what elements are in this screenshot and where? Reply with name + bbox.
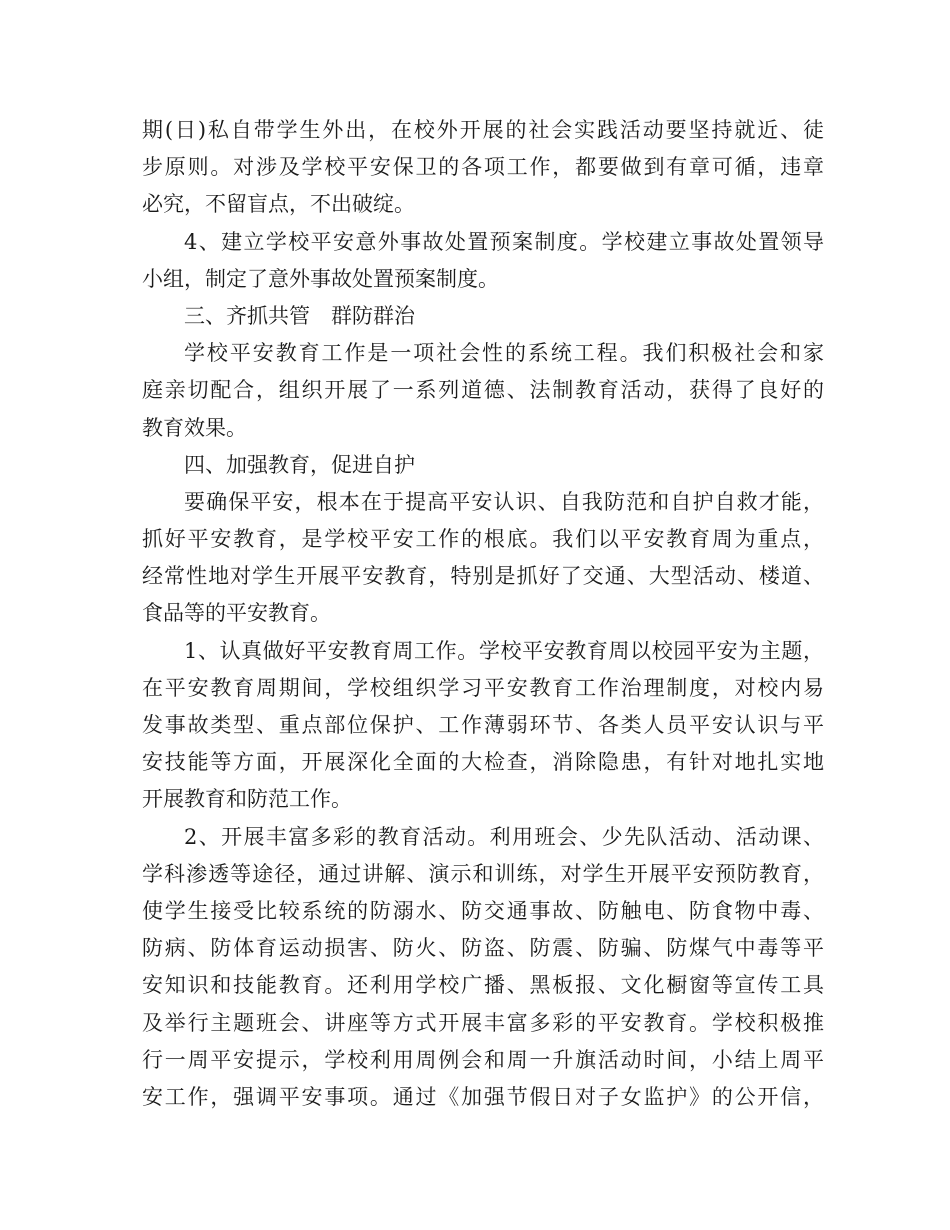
text-line: 步原则。对涉及学校平安保卫的各项工作，都要做到有章可循，违章 bbox=[142, 155, 824, 180]
text-line: 4、建立学校平安意外事故处置预案制度。学校建立事故处置领导 bbox=[184, 229, 824, 254]
text-line: 在平安教育周期间，学校组织学习平安教育工作治理制度，对校内易 bbox=[142, 675, 824, 700]
text-line: 安工作，强调平安事项。通过《加强节假日对子女监护》的公开信， bbox=[142, 1084, 824, 1109]
text-line: 1、认真做好平安教育周工作。学校平安教育周以校园平安为主题， bbox=[184, 638, 824, 663]
text-line: 及举行主题班会、讲座等方式开展丰富多彩的平安教育。学校积极推 bbox=[142, 1010, 824, 1035]
text-line: 教育效果。 bbox=[142, 415, 247, 440]
text-line: 小组，制定了意外事故处置预案制度。 bbox=[142, 266, 499, 291]
text-line: 安技能等方面，开展深化全面的大检查，消除隐患，有针对地扎实地 bbox=[142, 750, 824, 775]
text-line: 使学生接受比较系统的防溺水、防交通事故、防触电、防食物中毒、 bbox=[142, 898, 824, 923]
text-line: 防病、防体育运动损害、防火、防盗、防震、防骗、防煤气中毒等平 bbox=[142, 936, 824, 961]
text-line: 学校平安教育工作是一项社会性的系统工程。我们积极社会和家 bbox=[184, 341, 824, 366]
text-line: 发事故类型、重点部位保护、工作薄弱环节、各类人员平安认识与平 bbox=[142, 713, 824, 737]
text-line: 食品等的平安教育。 bbox=[142, 601, 331, 626]
text-line: 安知识和技能教育。还利用学校广播、黑板报、文化橱窗等宣传工具 bbox=[142, 973, 824, 998]
text-line: 庭亲切配合，组织开展了一系列道德、法制教育活动，获得了良好的 bbox=[142, 378, 824, 403]
text-line: 经常性地对学生开展平安教育，特别是抓好了交通、大型活动、楼道、 bbox=[142, 564, 824, 589]
text-line: 期(日)私自带学生外出，在校外开展的社会实践活动要坚持就近、徒 bbox=[142, 118, 824, 142]
text-line: 行一周平安提示，学校利用周例会和周一升旗活动时间，小结上周平 bbox=[142, 1047, 824, 1072]
text-line: 要确保平安，根本在于提高平安认识、自我防范和自护自救才能， bbox=[184, 489, 824, 514]
text-line: 抓好平安教育，是学校平安工作的根底。我们以平安教育周为重点， bbox=[142, 527, 824, 552]
text-line: 四、加强教育，促进自护 bbox=[184, 452, 415, 477]
text-line: 三、齐抓共管 群防群治 bbox=[184, 303, 415, 328]
text-line: 必究，不留盲点，不出破绽。 bbox=[142, 192, 415, 217]
document-body bbox=[142, 112, 824, 1116]
text-line: 学科渗透等途径，通过讲解、演示和训练，对学生开展平安预防教育， bbox=[142, 861, 824, 886]
text-line: 开展教育和防范工作。 bbox=[142, 787, 352, 812]
text-line: 2、开展丰富多彩的教育活动。利用班会、少先队活动、活动课、 bbox=[184, 824, 824, 849]
